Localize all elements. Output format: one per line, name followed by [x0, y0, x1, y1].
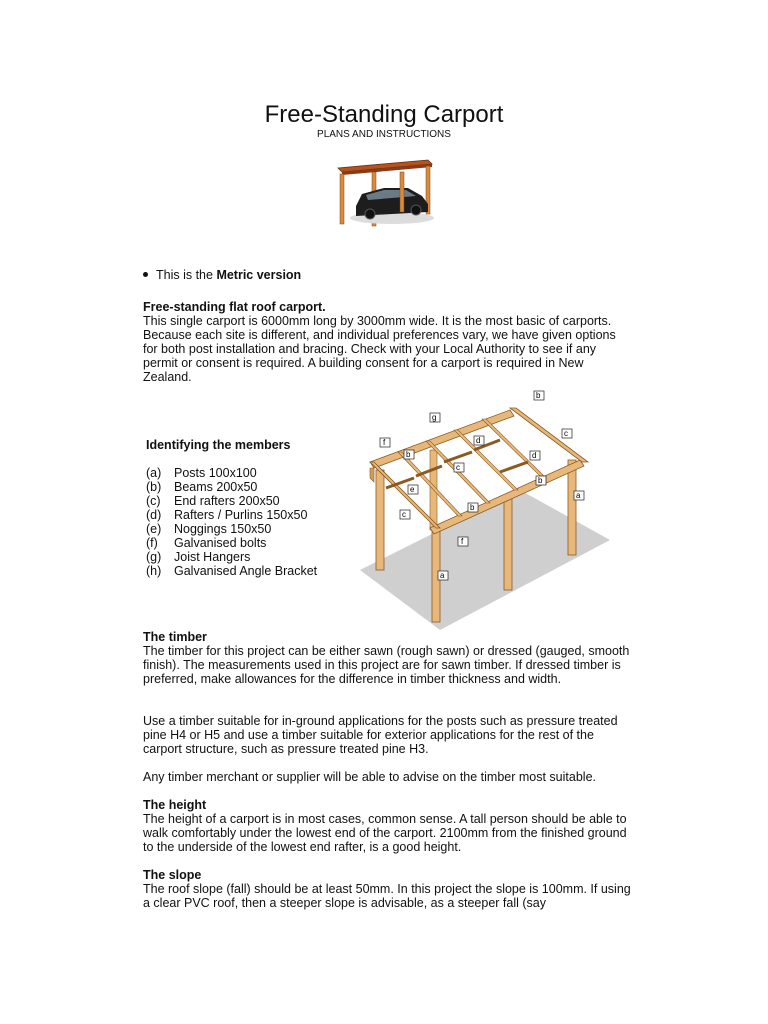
timber-heading: The timber [143, 630, 207, 644]
svg-text:b: b [470, 503, 475, 512]
page-title: Free-Standing Carport [264, 101, 504, 128]
svg-text:a: a [440, 571, 445, 580]
timber-section [143, 630, 633, 686]
page-subtitle: PLANS AND INSTRUCTIONS [317, 129, 451, 140]
slope-heading: The slope [143, 868, 202, 882]
members-list [146, 466, 317, 578]
svg-text:c: c [564, 429, 568, 438]
bullet-icon [143, 272, 148, 277]
diagram-label-a2 [438, 571, 448, 580]
svg-text:f: f [461, 537, 464, 546]
slope-body: The roof slope (fall) should be at least 50mm. In this project the slope is 100mm. If using a clear PVC roof, then a steeper slope is advisable, as a steeper fall (say [143, 882, 631, 910]
height-body: The height of a carport is in most cases, common sense. A tall person should be able to walk comfortably under the lowest end of the carport. 2100mm from the finished ground to the underside of the lowest end rafter, is a good height. [143, 812, 627, 854]
svg-text:a: a [576, 491, 581, 500]
diagram-label-b3 [536, 476, 546, 485]
list-item: (a) Posts 100x100 [146, 466, 257, 480]
diagram-label-c1 [562, 429, 572, 438]
timber-p1: The timber for this project can be either sawn (rough sawn) or dressed (gauged, smooth finish). The measurements used in this project are for sawn timber. If dressed timber is preferred, make allowances for the difference in timber thickness and width. [143, 644, 630, 686]
diagram-label-f1 [380, 438, 390, 447]
svg-text:f: f [383, 438, 386, 447]
list-item: (h) Galvanised Angle Bracket [146, 564, 318, 578]
members-heading: Identifying the members [146, 438, 291, 452]
list-item: (g) Joist Hangers [146, 550, 251, 564]
slope-section [143, 868, 633, 910]
diagram-label-a1 [574, 491, 584, 500]
diagram-label-d1 [474, 436, 484, 445]
svg-text:b: b [536, 391, 541, 400]
height-section [143, 798, 633, 854]
svg-text:d: d [476, 436, 481, 445]
bullet-bold: Metric version [216, 268, 302, 282]
diagram-label-c2 [454, 463, 464, 472]
diagram-label-e [408, 485, 418, 494]
timber-p3: Any timber merchant or supplier will be able to advise on the timber most suitable. [143, 770, 596, 784]
intro-heading: Free-standing flat roof carport. [143, 300, 326, 314]
diagram-label-c3 [400, 510, 410, 519]
svg-text:d: d [532, 451, 537, 460]
diagram-label-g [430, 413, 440, 422]
list-item: (e) Noggings 150x50 [146, 522, 272, 536]
svg-text:e: e [410, 485, 415, 494]
list-item: (b) Beams 200x50 [146, 480, 258, 494]
svg-text:c: c [402, 510, 406, 519]
diagram-label-b1 [534, 391, 544, 400]
frame-diagram [360, 390, 610, 630]
diagram-label-b2 [404, 450, 414, 459]
list-item: (c) End rafters 200x50 [146, 494, 280, 508]
svg-text:g: g [432, 413, 437, 422]
diagram-label-f2 [458, 537, 468, 546]
svg-text:c: c [456, 463, 460, 472]
svg-text:b: b [538, 476, 543, 485]
bullet-prefix: This is the [156, 268, 217, 282]
height-heading: The height [143, 798, 207, 812]
diagram-label-d2 [530, 451, 540, 460]
intro-section [143, 300, 633, 384]
version-bullet [143, 268, 301, 282]
timber-p2: Use a timber suitable for in-ground applications for the posts such as pressure treated pine H4 or H5 and use a timber suitable for exterior applications for the rest of the carport structure, such as pressure treated pine H3. [143, 714, 618, 756]
diagram-label-b4 [468, 503, 478, 512]
list-item: (f) Galvanised bolts [146, 536, 267, 550]
intro-body: This single carport is 6000mm long by 3000mm wide. It is the most basic of carports. Because each site is different, and individual preferences vary, we have given options for both post installation and bracing. Check with your Local Authority to see if any permit or consent is required. A building consent for a carport is required in New Zealand. [143, 314, 616, 384]
svg-text:b: b [406, 450, 411, 459]
list-item: (d) Rafters / Purlins 150x50 [146, 508, 308, 522]
carport-illustration [332, 158, 436, 228]
